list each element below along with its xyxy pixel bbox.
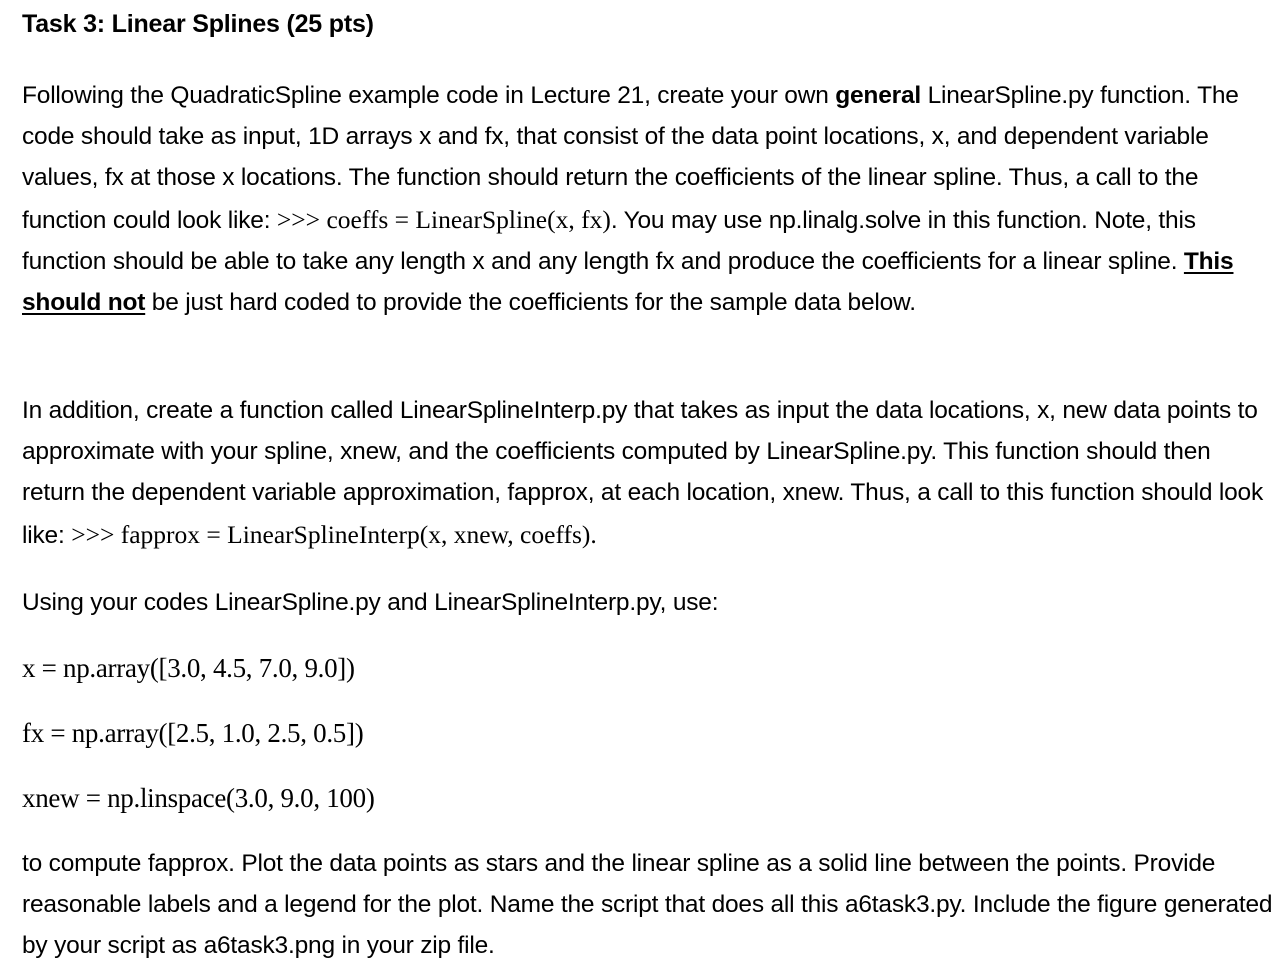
code-fx: fx = np.array([2.5, 1.0, 2.5, 0.5]) [22, 718, 364, 748]
p1-text-2: LinearSpline.py function. The code should take as input, 1D arrays x and fx, that consist of the data point locations, x, and dependent variable values, fx at those x locations. The function should return the coefficients of the linear spline. Thus, a call to the function could look like: [22, 82, 1239, 234]
p1-text-3: . You may use np.linalg.solve in this function. Note, this function should be able to take any length x and any length fx and produce the coefficients for a linear spline. [22, 206, 1196, 275]
p2-text-1: In addition, create a function called LinearSplineInterp.py that takes as input the data locations, x, new data points to approximate with your spline, xnew, and the coefficients computed by LinearSpline.py. This function should then return the dependent variable approximation, fapprox, at each location, xnew. Thus, a call to this function should look like: [22, 397, 1264, 549]
task-title: Task 3: Linear Splines (25 pts) [22, 10, 374, 38]
p1-underline-warning: This should not [22, 247, 1234, 317]
p1-text-1: Following the QuadraticSpline example code in Lecture 21, create your own [22, 82, 836, 109]
paragraph-interp [22, 390, 1278, 556]
code-xnew: xnew = np.linspace(3.0, 9.0, 100) [22, 783, 375, 813]
paragraph-linear-spline [22, 75, 1278, 323]
code-x: x = np.array([3.0, 4.5, 7.0, 9.0]) [22, 653, 355, 683]
p2-code-call: >>> fapprox = LinearSplineInterp(x, xnew, coeffs). [71, 519, 597, 549]
p1-code-call: >>> coeffs = LinearSpline(x, fx) [276, 204, 611, 234]
paragraph-using: Using your codes LinearSpline.py and LinearSplineInterp.py, use: [22, 589, 719, 616]
paragraph-compute: to compute fapprox. Plot the data points as stars and the linear spline as a solid line between the points. Provide reasonable labels and a legend for the plot. Name the script that does all this a6task3.py. Include the figure generated by your script as a6task3.png in your zip file. [22, 850, 1273, 960]
p1-bold-general: general [835, 82, 921, 109]
p1-text-4: be just hard coded to provide the coefficients for the sample data below. [145, 289, 916, 317]
